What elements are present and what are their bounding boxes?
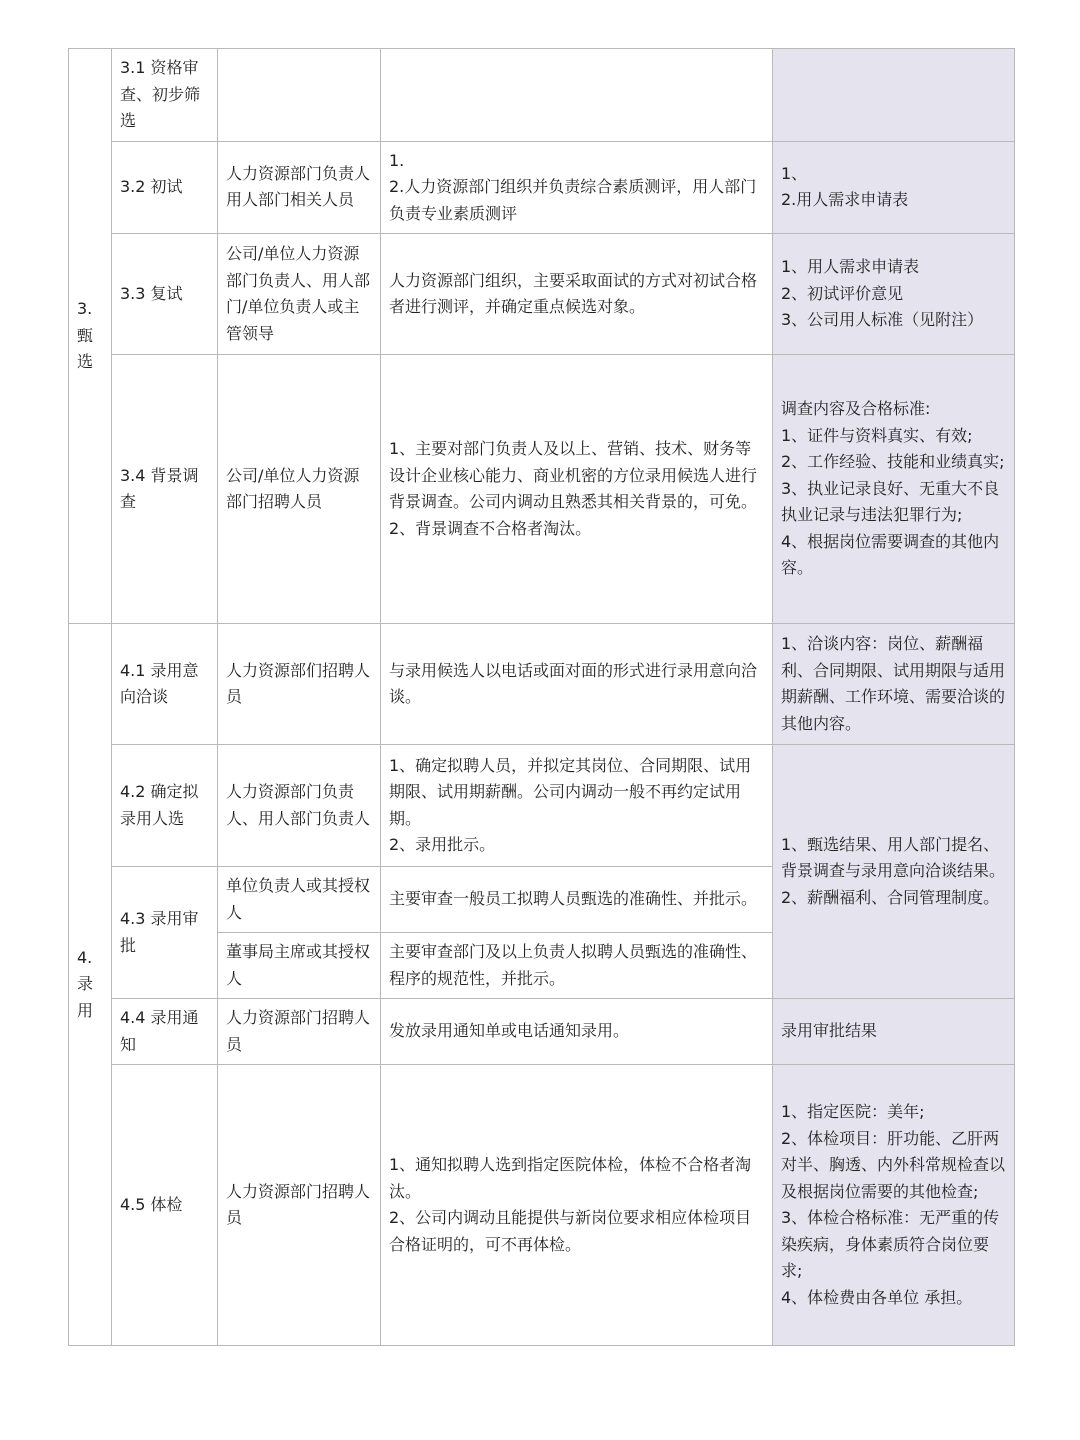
responsible-cell: 人力资源部门招聘人员 (218, 999, 381, 1065)
description-cell: 主要审查一般员工拟聘人员甄选的准确性、并批示。 (381, 867, 773, 933)
description-cell: 1、通知拟聘人选到指定医院体检，体检不合格者淘汰。 2、公司内调动且能提供与新岗位要求相应体检项目合格证明的，可不再体检。 (381, 1065, 773, 1346)
description-cell: 1. 2.人力资源部门组织并负责综合素质测评，用人部门负责专业素质测评 (381, 141, 773, 234)
step-cell: 4.5 体检 (112, 1065, 218, 1346)
description-cell: 1、主要对部门负责人及以上、营销、技术、财务等设计企业核心能力、商业机密的方位录用候选人进行背景调查。公司内调动且熟悉其相关背景的，可免。 2、背景调查不合格者淘汰。 (381, 355, 773, 624)
responsible-cell: 人力资源部门招聘人员 (218, 1065, 381, 1346)
table-row (69, 49, 1015, 142)
step-cell: 4.4 录用通知 (112, 999, 218, 1065)
step-cell: 4.1 录用意向洽谈 (112, 624, 218, 745)
table-row (69, 234, 1015, 355)
document-cell: 1、洽谈内容：岗位、薪酬福利、合同期限、试用期限与适用期薪酬、工作环境、需要洽谈的其他内容。 (773, 624, 1015, 745)
document-cell: 1、用人需求申请表 2、初试评价意见 3、公司用人标准（见附注） (773, 234, 1015, 355)
step-cell: 3.4 背景调查 (112, 355, 218, 624)
responsible-cell: 人力资源部门负责人 用人部门相关人员 (218, 141, 381, 234)
table-row (69, 141, 1015, 234)
responsible-cell: 董事局主席或其授权人 (218, 933, 381, 999)
description-cell: 发放录用通知单或电话通知录用。 (381, 999, 773, 1065)
description-cell: 人力资源部门组织，主要采取面试的方式对初试合格者进行测评，并确定重点候选对象。 (381, 234, 773, 355)
step-cell: 4.3 录用审批 (112, 867, 218, 999)
step-cell: 3.3 复试 (112, 234, 218, 355)
document-cell: 录用审批结果 (773, 999, 1015, 1065)
document-cell: 1、 2.用人需求申请表 (773, 141, 1015, 234)
description-cell: 主要审查部门及以上负责人拟聘人员甄选的准确性、程序的规范性，并批示。 (381, 933, 773, 999)
responsible-cell: 人力资源部们招聘人员 (218, 624, 381, 745)
description-cell (381, 49, 773, 142)
table-row (69, 1065, 1015, 1346)
responsible-cell: 人力资源部门负责人、用人部门负责人 (218, 745, 381, 867)
description-cell: 与录用候选人以电话或面对面的形式进行录用意向洽谈。 (381, 624, 773, 745)
responsible-cell: 公司/单位人力资源部门招聘人员 (218, 355, 381, 624)
responsible-cell: 公司/单位人力资源部门负责人、用人部门/单位负责人或主管领导 (218, 234, 381, 355)
document-cell: 1、指定医院：美年; 2、体检项目：肝功能、乙肝两对半、胸透、内外科常规检查以及根据岗位需要的其他检查; 3、体检合格标准：无严重的传染疾病，身体素质符合岗位要求; 4、体检费由各单位 承担。 (773, 1065, 1015, 1346)
table-row (69, 999, 1015, 1065)
document-cell: 调查内容及合格标准: 1、证件与资料真实、有效; 2、工作经验、技能和业绩真实; 3、执业记录良好、无重大不良执业记录与违法犯罪行为; 4、根据岗位需要调查的其他内容。 (773, 355, 1015, 624)
recruitment-process-table (68, 48, 1015, 1346)
step-cell: 3.1 资格审查、初步筛选 (112, 49, 218, 142)
table-row (69, 624, 1015, 745)
responsible-cell: 单位负责人或其授权人 (218, 867, 381, 933)
responsible-cell (218, 49, 381, 142)
step-cell: 4.2 确定拟录用人选 (112, 745, 218, 867)
step-cell: 3.2 初试 (112, 141, 218, 234)
table-row (69, 745, 1015, 867)
stage-cell-screening: 3. 甄 选 (69, 49, 112, 624)
description-cell: 1、确定拟聘人员，并拟定其岗位、合同期限、试用期限、试用期薪酬。公司内调动一般不再约定试用期。 2、录用批示。 (381, 745, 773, 867)
document-cell (773, 49, 1015, 142)
document-cell: 1、甄选结果、用人部门提名、背景调查与录用意向洽谈结果。 2、薪酬福利、合同管理制度。 (773, 745, 1015, 999)
stage-cell-hiring: 4. 录 用 (69, 624, 112, 1346)
table-row (69, 355, 1015, 624)
